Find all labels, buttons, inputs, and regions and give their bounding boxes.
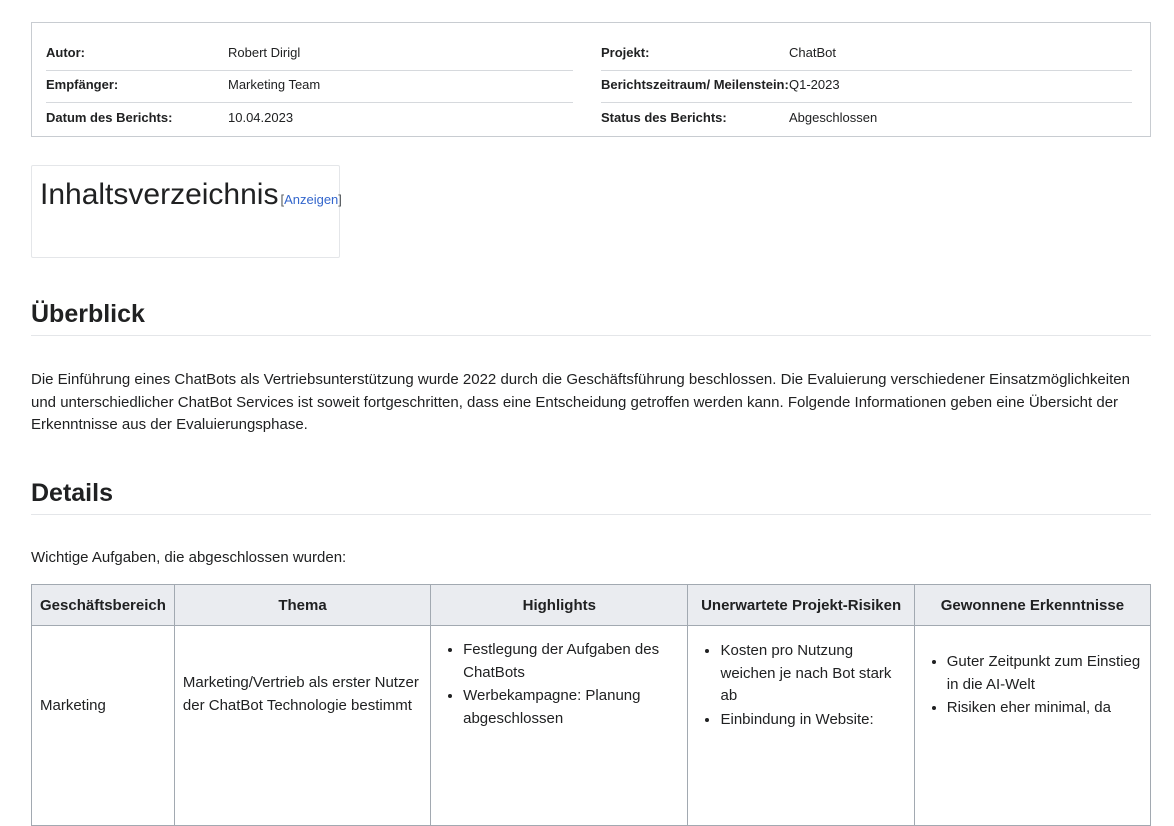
info-value: Abgeschlossen: [789, 109, 878, 125]
info-key: Berichtszeitraum/ Meilenstein:: [601, 77, 789, 92]
info-column-right: [601, 39, 1132, 135]
info-value: Robert Dirigl: [228, 45, 301, 60]
info-row-period: [601, 71, 1132, 103]
info-key: Datum des Berichts:: [46, 109, 173, 125]
info-value: 10.04.2023: [228, 109, 294, 125]
info-row-recipient: [46, 71, 573, 103]
info-key: Empfänger:: [46, 77, 119, 92]
info-row-status: [601, 103, 1132, 135]
details-heading: Details: [31, 479, 1151, 515]
overview-paragraph: Die Einführung eines ChatBots als Vertriebsunterstützung wurde 2022 durch die Geschäftsführung beschlossen. Die Evaluierung verschiedener Einsatzmöglichkeiten und unterschiedlicher ChatBot Services ist soweit fortgeschritten, dass eine Entscheidung getroffen werden kann. Folgende Informationen geben eine Übersicht der Erkenntnisse aus der Evaluierungsphase.: [31, 371, 1130, 433]
info-row-project: [601, 39, 1132, 71]
info-key: Projekt:: [601, 45, 650, 60]
column-header-insights: Gewonnene Erkenntnisse: [914, 585, 1150, 626]
toc-title: Inhaltsverzeichnis: [40, 178, 279, 211]
toc-show-link[interactable]: Anzeigen: [284, 192, 339, 207]
list-item: • Risiken eher minimal, da: [947, 697, 1142, 720]
toc-bracket-open: [: [280, 192, 285, 207]
info-value: ChatBot: [789, 45, 836, 60]
toc-toggle-wrapper: [280, 192, 341, 207]
table-header-row: [32, 585, 1151, 626]
report-info-box: [31, 22, 1151, 137]
list-item: • Kosten pro Nutzung weichen je nach Bot stark ab: [720, 640, 905, 708]
cell-topic: Marketing/Vertrieb als erster Nutzer der ChatBot Technologie bestimmt: [174, 626, 430, 826]
info-key: Autor:: [46, 45, 85, 60]
column-header-area: Geschäftsbereich: [32, 585, 175, 626]
table-row: [32, 626, 1151, 826]
overview-heading: Überblick: [31, 300, 1151, 336]
list-item: • Einbindung in Website:: [720, 709, 905, 732]
risks-list: [696, 640, 905, 731]
toc-bracket-close: ]: [338, 192, 342, 207]
list-item: • Werbekampagne: Planung abgeschlossen: [463, 685, 679, 730]
column-header-topic: Thema: [174, 585, 430, 626]
info-key: Status des Berichts:: [601, 109, 727, 125]
list-item: • Guter Zeitpunkt zum Einstieg in die AI-Welt: [947, 651, 1142, 696]
info-value: Q1-2023: [789, 77, 840, 92]
info-value: Marketing Team: [228, 77, 321, 92]
cell-insights: [914, 626, 1150, 826]
cell-risks: [688, 626, 914, 826]
info-row-date: [46, 103, 573, 135]
info-row-author: [46, 39, 573, 71]
list-item: • Festlegung der Aufgaben des ChatBots: [463, 639, 679, 684]
cell-area: Marketing: [32, 626, 175, 826]
column-header-risks: Unerwartete Projekt-Risiken: [688, 585, 914, 626]
info-column-left: [46, 39, 573, 135]
column-header-highlights: Highlights: [431, 585, 688, 626]
details-table: [31, 584, 1151, 826]
cell-highlights: [431, 626, 688, 826]
highlights-list: [439, 639, 679, 730]
toc-header: [40, 178, 342, 212]
insights-list: [923, 651, 1142, 720]
table-of-contents: [31, 165, 340, 258]
details-intro: Wichtige Aufgaben, die abgeschlossen wurden:: [31, 549, 347, 566]
